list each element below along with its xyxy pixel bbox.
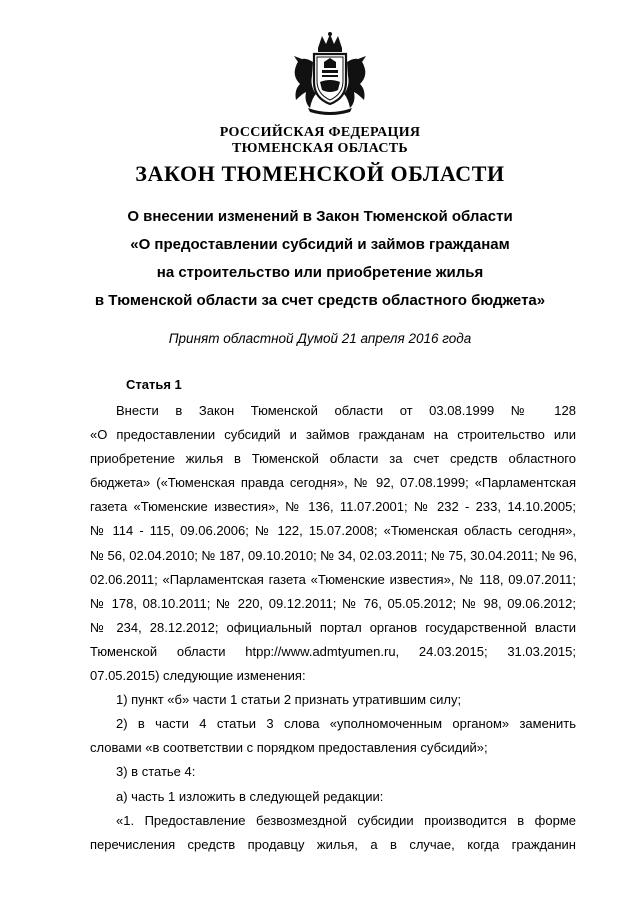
body-line: а) часть 1 изложить в следующей редакции: [116,788,384,804]
body-line: 2) в части 4 статьи 3 слова «уполномоченным органом» заменить [116,716,576,732]
body-line: перечисления средств продавцу жилья, а в случае, когда гражданин [90,836,576,852]
country-heading: РОССИЙСКАЯ ФЕДЕРАЦИЯ [219,125,421,140]
title-line: О внесении изменений в Закон Тюменской области [127,208,513,225]
title-line: в Тюменской области за счет средств областного бюджета» [94,292,546,309]
body-line: газета «Тюменские известия», № 136, 11.07.2001; № 232 - 233, 14.10.2005; [90,499,576,515]
body-line: приобретение жилья в Тюменской области за счет средств областного [90,451,576,467]
article-body [90,399,576,857]
body-line: Тюменской области htpp://www.admtyumen.ru, 24.03.2015; 31.03.2015; [90,643,576,659]
body-line: «1. Предоставление безвозмездной субсидии производится в форме [116,812,576,828]
body-line: № 178, 08.10.2011; № 220, 09.12.2011; № 76, 05.05.2012; № 98, 09.06.2012; [90,595,576,611]
body-line: № 234, 28.12.2012; официальный портал органов государственной власти [90,619,576,635]
adoption-note: Принят областной Думой 21 апреля 2016 года [168,331,472,346]
body-line: «О предоставлении субсидий и займов гражданам на строительство или [90,427,576,443]
body-line: Внести в Закон Тюменской области от 03.08.1999 № 128 [116,403,576,418]
body-line: бюджета» («Тюменская правда сегодня», № 92, 07.08.1999; «Парламентская [90,475,576,491]
body-line: 02.06.2011; «Парламентская газета «Тюменские известия», № 118, 09.07.2011; [90,571,576,587]
body-line: № 56, 02.04.2010; № 187, 09.10.2010; № 34, 02.03.2011; № 75, 30.04.2011; № 96, [90,547,578,563]
body-line: 07.05.2015) следующие изменения: [90,668,306,684]
body-line: словами «в соответствии с порядком предоставления субсидий»; [90,740,488,756]
title-line: на строительство или приобретение жилья [156,264,484,281]
coat-of-arms-icon [286,32,374,116]
body-line: 3) в статье 4: [116,764,196,780]
body-line: 1) пункт «б» части 1 статьи 2 признать утратившим силу; [116,692,462,708]
region-heading: ТЮМЕНСКАЯ ОБЛАСТЬ [232,141,408,156]
title-line: «О предоставлении субсидий и займов гражданам [130,236,510,253]
law-title [0,203,640,315]
document-type-heading: ЗАКОН ТЮМЕНСКОЙ ОБЛАСТИ [135,161,505,186]
body-line: № 114 - 115, 09.06.2006; № 122, 15.07.2008; «Тюменская область сегодня», [90,523,576,539]
article-label: Статья 1 [126,377,182,392]
